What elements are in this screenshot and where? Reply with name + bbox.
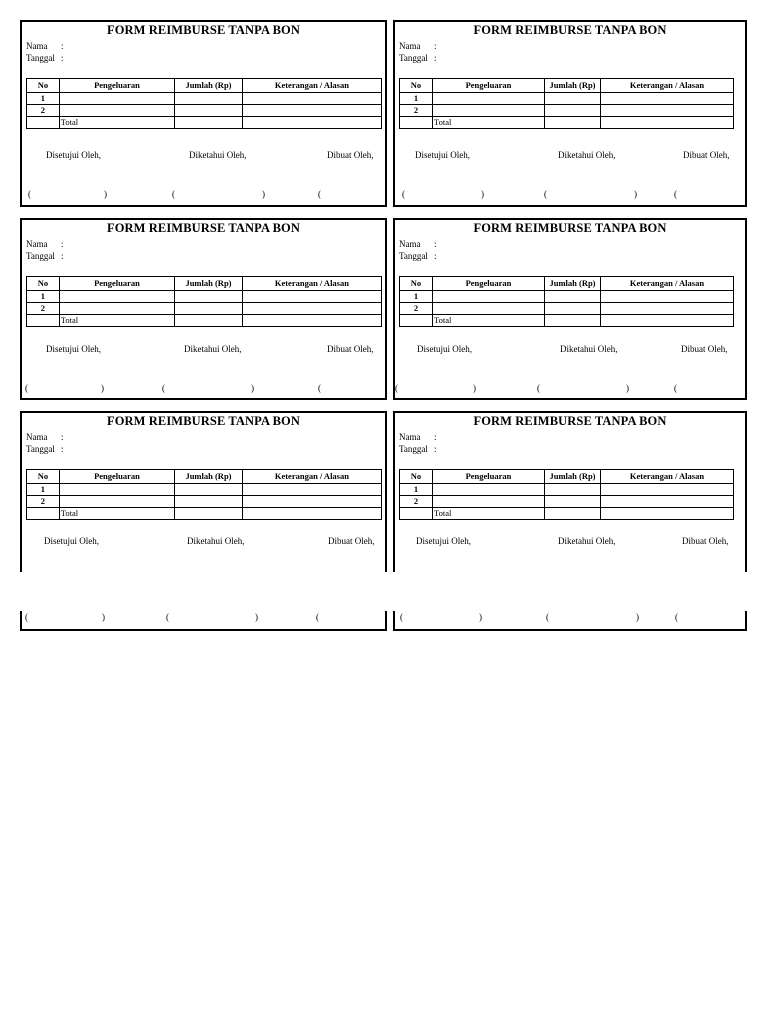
jumlah-cell[interactable] (175, 93, 243, 105)
field-colon: : (434, 251, 437, 261)
nama-field[interactable] (26, 239, 64, 249)
column-header: Jumlah (Rp) (545, 79, 601, 93)
signature-bracket: ) (102, 612, 105, 622)
row-number: 1 (27, 291, 60, 303)
jumlah-cell[interactable] (545, 303, 601, 315)
column-header: Keterangan / Alasan (242, 277, 381, 291)
nama-label: Nama (26, 239, 48, 249)
keterangan-cell[interactable] (242, 496, 381, 508)
table-header-row (400, 277, 734, 291)
field-colon: : (434, 53, 437, 63)
signature-bracket: ( (318, 383, 321, 393)
signer-label: Diketahui Oleh, (189, 150, 247, 160)
total-label: Total (433, 117, 545, 129)
tanggal-field[interactable] (399, 251, 437, 261)
total-blank-cell (400, 315, 433, 327)
keterangan-cell[interactable] (242, 93, 381, 105)
jumlah-cell[interactable] (175, 303, 243, 315)
column-header: Jumlah (Rp) (175, 79, 243, 93)
nama-label: Nama (26, 432, 48, 442)
table-row (27, 496, 382, 508)
total-note-cell (242, 117, 381, 129)
column-header: Keterangan / Alasan (601, 79, 734, 93)
signature-bracket: ) (104, 189, 107, 199)
column-header: No (400, 79, 433, 93)
signature-bracket: ( (674, 383, 677, 393)
nama-field[interactable] (26, 432, 64, 442)
table-header-row (400, 470, 734, 484)
signer-label: Dibuat Oleh, (327, 150, 374, 160)
field-colon: : (61, 251, 64, 261)
pengeluaran-cell[interactable] (59, 484, 174, 496)
total-note-cell (601, 117, 734, 129)
signature-bracket: ) (262, 189, 265, 199)
tanggal-label: Tanggal (399, 251, 428, 261)
column-header: Jumlah (Rp) (545, 277, 601, 291)
column-header: No (400, 277, 433, 291)
field-colon: : (434, 239, 437, 249)
field-colon: : (434, 432, 437, 442)
column-header: Jumlah (Rp) (175, 277, 243, 291)
nama-field[interactable] (399, 239, 437, 249)
nama-field[interactable] (399, 41, 437, 51)
form-title: FORM REIMBURSE TANPA BON (106, 414, 301, 428)
table-row (400, 93, 734, 105)
table-header-row (400, 79, 734, 93)
row-number: 1 (400, 484, 433, 496)
column-header: Pengeluaran (59, 277, 174, 291)
total-amount-cell[interactable] (545, 315, 601, 327)
signature-bracket: ) (255, 612, 258, 622)
keterangan-cell[interactable] (601, 303, 734, 315)
total-note-cell (601, 315, 734, 327)
pengeluaran-cell[interactable] (59, 105, 174, 117)
jumlah-cell[interactable] (545, 291, 601, 303)
total-label: Total (433, 508, 545, 520)
table-row (27, 484, 382, 496)
pengeluaran-cell[interactable] (433, 291, 545, 303)
jumlah-cell[interactable] (545, 105, 601, 117)
signer-label: Diketahui Oleh, (558, 150, 616, 160)
total-row (27, 508, 382, 520)
form-title: FORM REIMBURSE TANPA BON (106, 23, 301, 37)
table-row (400, 291, 734, 303)
signer-label: Disetujui Oleh, (44, 536, 99, 546)
row-number: 1 (27, 484, 60, 496)
column-header: Pengeluaran (59, 470, 174, 484)
total-blank-cell (400, 508, 433, 520)
signer-label: Disetujui Oleh, (46, 150, 101, 160)
pengeluaran-cell[interactable] (433, 303, 545, 315)
pengeluaran-cell[interactable] (433, 93, 545, 105)
signature-bracket: ( (316, 612, 319, 622)
form-signature-strip (393, 611, 747, 631)
signature-bracket: ( (537, 383, 540, 393)
tanggal-label: Tanggal (26, 251, 55, 261)
total-amount-cell[interactable] (545, 117, 601, 129)
field-colon: : (61, 239, 64, 249)
column-header: Keterangan / Alasan (242, 79, 381, 93)
signature-bracket: ( (318, 189, 321, 199)
keterangan-cell[interactable] (601, 105, 734, 117)
column-header: Jumlah (Rp) (545, 470, 601, 484)
nama-label: Nama (399, 41, 421, 51)
total-row (400, 315, 734, 327)
signer-label: Diketahui Oleh, (187, 536, 245, 546)
expense-table (399, 276, 734, 327)
signature-bracket: ( (162, 383, 165, 393)
pengeluaran-cell[interactable] (59, 303, 174, 315)
signer-label: Diketahui Oleh, (184, 344, 242, 354)
keterangan-cell[interactable] (242, 303, 381, 315)
signature-bracket: ) (636, 612, 639, 622)
nama-label: Nama (399, 432, 421, 442)
row-number: 2 (27, 496, 60, 508)
tanggal-field[interactable] (399, 444, 437, 454)
signer-label: Diketahui Oleh, (558, 536, 616, 546)
row-number: 2 (400, 105, 433, 117)
table-header-row (27, 79, 382, 93)
nama-label: Nama (26, 41, 48, 51)
signer-label: Disetujui Oleh, (46, 344, 101, 354)
tanggal-label: Tanggal (26, 53, 55, 63)
field-colon: : (434, 444, 437, 454)
jumlah-cell[interactable] (175, 105, 243, 117)
form-title: FORM REIMBURSE TANPA BON (473, 23, 667, 37)
jumlah-cell[interactable] (175, 291, 243, 303)
total-blank-cell (27, 117, 60, 129)
form-title: FORM REIMBURSE TANPA BON (473, 221, 667, 235)
field-colon: : (61, 432, 64, 442)
tanggal-label: Tanggal (399, 53, 428, 63)
signature-bracket: ) (101, 383, 104, 393)
signer-label: Diketahui Oleh, (560, 344, 618, 354)
table-row (27, 303, 382, 315)
table-header-row (27, 470, 382, 484)
signature-bracket: ) (473, 383, 476, 393)
total-blank-cell (27, 315, 60, 327)
signature-bracket: ( (172, 189, 175, 199)
column-header: Keterangan / Alasan (601, 277, 734, 291)
column-header: Keterangan / Alasan (242, 470, 381, 484)
total-row (400, 508, 734, 520)
table-row (400, 303, 734, 315)
reimburse-form (20, 218, 387, 400)
signature-bracket: ( (395, 383, 398, 393)
reimburse-form (20, 411, 387, 572)
signer-label: Dibuat Oleh, (682, 536, 729, 546)
tanggal-label: Tanggal (26, 444, 55, 454)
keterangan-cell[interactable] (601, 496, 734, 508)
row-number: 2 (27, 105, 60, 117)
keterangan-cell[interactable] (601, 484, 734, 496)
total-amount-cell[interactable] (545, 508, 601, 520)
signature-bracket: ( (544, 189, 547, 199)
jumlah-cell[interactable] (175, 484, 243, 496)
signature-bracket: ) (251, 383, 254, 393)
signature-bracket: ( (166, 612, 169, 622)
total-blank-cell (400, 117, 433, 129)
signature-bracket: ( (546, 612, 549, 622)
column-header: No (27, 79, 60, 93)
total-label: Total (59, 508, 174, 520)
expense-table (399, 78, 734, 129)
signature-bracket: ( (675, 612, 678, 622)
total-label: Total (59, 117, 174, 129)
keterangan-cell[interactable] (601, 93, 734, 105)
tanggal-field[interactable] (399, 53, 437, 63)
column-header: No (27, 470, 60, 484)
column-header: No (400, 470, 433, 484)
signature-bracket: ) (479, 612, 482, 622)
tanggal-field[interactable] (26, 251, 64, 261)
keterangan-cell[interactable] (242, 105, 381, 117)
signer-label: Dibuat Oleh, (327, 344, 374, 354)
expense-table (26, 469, 382, 520)
table-row (400, 484, 734, 496)
total-row (27, 315, 382, 327)
signature-bracket: ) (481, 189, 484, 199)
signature-bracket: ( (402, 189, 405, 199)
column-header: Pengeluaran (433, 79, 545, 93)
total-note-cell (242, 315, 381, 327)
nama-field[interactable] (399, 432, 437, 442)
jumlah-cell[interactable] (545, 93, 601, 105)
signature-bracket: ( (400, 612, 403, 622)
signer-label: Disetujui Oleh, (416, 536, 471, 546)
signer-label: Dibuat Oleh, (681, 344, 728, 354)
signer-label: Dibuat Oleh, (328, 536, 375, 546)
pengeluaran-cell[interactable] (433, 484, 545, 496)
column-header: No (27, 277, 60, 291)
table-header-row (27, 277, 382, 291)
field-colon: : (61, 444, 64, 454)
reimburse-form (393, 218, 747, 400)
total-amount-cell[interactable] (175, 315, 243, 327)
signature-bracket: ( (28, 189, 31, 199)
form-title: FORM REIMBURSE TANPA BON (473, 414, 667, 428)
pengeluaran-cell[interactable] (433, 105, 545, 117)
total-blank-cell (27, 508, 60, 520)
row-number: 1 (400, 93, 433, 105)
total-row (400, 117, 734, 129)
table-row (27, 291, 382, 303)
row-number: 2 (400, 303, 433, 315)
row-number: 1 (400, 291, 433, 303)
reimburse-form (393, 20, 747, 207)
field-colon: : (434, 41, 437, 51)
signature-bracket: ( (25, 612, 28, 622)
total-note-cell (242, 508, 381, 520)
column-header: Pengeluaran (59, 79, 174, 93)
tanggal-label: Tanggal (399, 444, 428, 454)
signer-label: Disetujui Oleh, (415, 150, 470, 160)
keterangan-cell[interactable] (242, 291, 381, 303)
nama-field[interactable] (26, 41, 64, 51)
pengeluaran-cell[interactable] (433, 496, 545, 508)
form-signature-strip (20, 611, 387, 631)
signature-bracket: ( (674, 189, 677, 199)
field-colon: : (61, 41, 64, 51)
total-label: Total (59, 315, 174, 327)
tanggal-field[interactable] (26, 444, 64, 454)
total-amount-cell[interactable] (175, 508, 243, 520)
row-number: 1 (27, 93, 60, 105)
keterangan-cell[interactable] (242, 484, 381, 496)
signature-bracket: ( (25, 383, 28, 393)
signature-bracket: ) (634, 189, 637, 199)
expense-table (399, 469, 734, 520)
expense-table (26, 78, 382, 129)
column-header: Pengeluaran (433, 470, 545, 484)
row-number: 2 (27, 303, 60, 315)
jumlah-cell[interactable] (175, 496, 243, 508)
expense-table (26, 276, 382, 327)
field-colon: : (61, 53, 64, 63)
table-row (27, 93, 382, 105)
total-amount-cell[interactable] (175, 117, 243, 129)
total-row (27, 117, 382, 129)
jumlah-cell[interactable] (545, 496, 601, 508)
pengeluaran-cell[interactable] (59, 496, 174, 508)
tanggal-field[interactable] (26, 53, 64, 63)
column-header: Pengeluaran (433, 277, 545, 291)
reimburse-form (20, 20, 387, 207)
jumlah-cell[interactable] (545, 484, 601, 496)
signature-bracket: ) (626, 383, 629, 393)
reimburse-form (393, 411, 747, 572)
form-title: FORM REIMBURSE TANPA BON (106, 221, 301, 235)
nama-label: Nama (399, 239, 421, 249)
total-label: Total (433, 315, 545, 327)
signer-label: Dibuat Oleh, (683, 150, 730, 160)
row-number: 2 (400, 496, 433, 508)
column-header: Jumlah (Rp) (175, 470, 243, 484)
keterangan-cell[interactable] (601, 291, 734, 303)
pengeluaran-cell[interactable] (59, 93, 174, 105)
total-note-cell (601, 508, 734, 520)
signer-label: Disetujui Oleh, (417, 344, 472, 354)
pengeluaran-cell[interactable] (59, 291, 174, 303)
table-row (27, 105, 382, 117)
column-header: Keterangan / Alasan (601, 470, 734, 484)
table-row (400, 105, 734, 117)
table-row (400, 496, 734, 508)
